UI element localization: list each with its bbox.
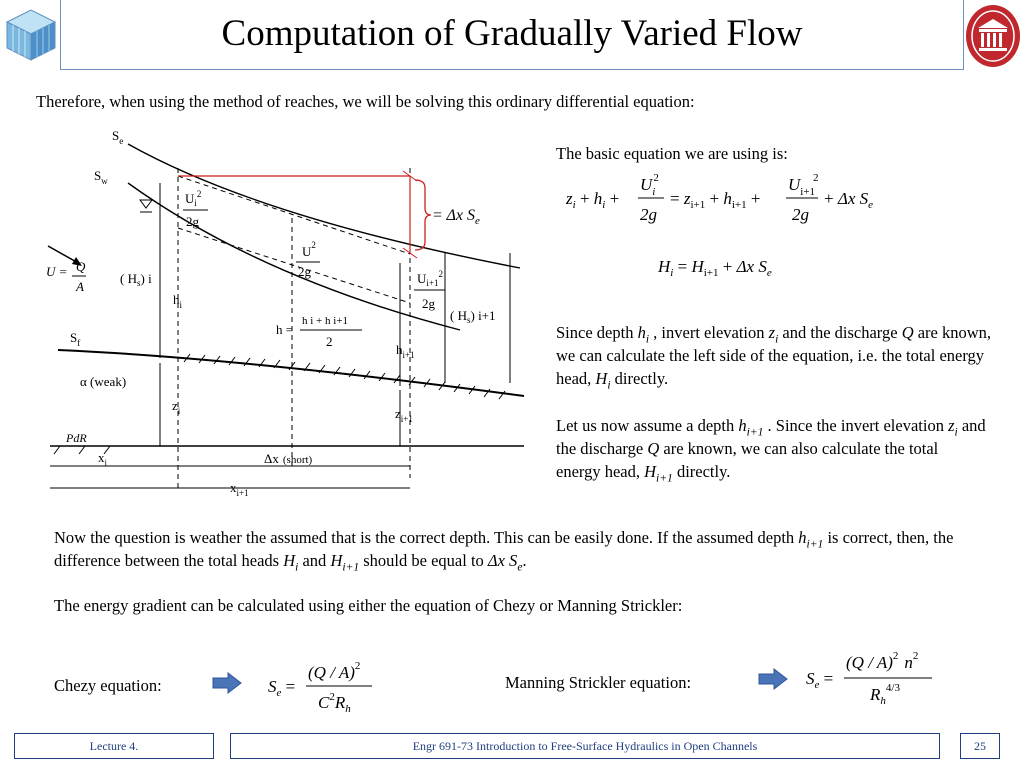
label-zi: $z_i$ [172, 398, 181, 416]
svg-text:Se =: $S_e$ = [806, 669, 834, 691]
label-hbar-num: h i + h i+1 [302, 315, 349, 327]
cube-logo [3, 4, 58, 64]
chezy-label: Chezy equation: [54, 676, 162, 695]
intro-text: Therefore, when using the method of reaches, we will be solving this ordinary differential equation: [36, 92, 695, 111]
label-hs-i: ( $H_s$) i [120, 271, 152, 288]
university-seal [964, 2, 1022, 68]
basic-equation-2 [654, 252, 834, 282]
label-xi: $x_i$ [98, 450, 108, 468]
svg-text:+ Δx Se: + Δx $S_e$ [824, 189, 874, 211]
para-let-us-assume: Let us now assume a depth $h_{i+1}$ . Since the invert elevation $z_i$ and the discharge Q are known, we can also calculate the total energy head, $H_{i+1}$ directly. [556, 416, 986, 485]
label-ubar2: $U^2$ [302, 240, 316, 259]
svg-text:C2Rh: $C^2R_h$ [318, 691, 351, 715]
footer-lecture: Lecture 4. [14, 733, 214, 759]
basic-equation-1 [560, 168, 900, 230]
svg-text:Ui+12: $U_{i+1}2$ [788, 172, 819, 198]
label-ui2-den: 2g [186, 214, 199, 229]
label-hs-ip1: ( $H_s$) i+1 [450, 308, 496, 325]
label-u-a: A [76, 279, 84, 294]
para-since-depth: Since depth $h_i$ , invert elevation $z_i$ and the discharge Q are known, we can calculate the left side of the equation, i.e. the total energy head, $H_i$ directly. [556, 323, 992, 392]
para-energy-gradient: The energy gradient can be calculated using either the equation of Chezy or Manning Strickler: [54, 596, 683, 615]
label-sw: $S_w$ [94, 168, 108, 186]
label-se: $S_e$ [112, 128, 124, 146]
svg-text:= zi+1 + hi+1 +: = $z_{i+1} + h_{i+1}$ + [670, 189, 761, 211]
chezy-equation [264, 654, 384, 718]
label-pdr: PdR [66, 431, 87, 445]
label-alpha: α (weak) [80, 374, 127, 389]
svg-text:Se =: $S_e$ = [268, 677, 296, 699]
svg-text:2g: 2g [792, 205, 809, 224]
manning-label: Manning Strickler equation: [505, 673, 692, 692]
svg-text:(Q / A)2: (Q / A)$^2$ [308, 660, 361, 682]
flow-diagram [40, 128, 530, 500]
page-title: Computation of Gradually Varied Flow [221, 13, 803, 54]
label-hbar-den: 2 [326, 334, 333, 349]
label-hi: $h_i$ [173, 292, 183, 310]
svg-text:Hi = Hi+1 + Δx Se: $H_i = H_{i+1} + \Delta x$ $S_e$ [658, 257, 772, 279]
manning-arrow-icon [758, 668, 788, 695]
label-u-q: Q [76, 259, 86, 274]
label-uip1-den: 2g [422, 296, 435, 311]
channel-bed [58, 350, 524, 396]
para-now-question: Now the question is weather the assumed that is the correct depth. This can be easily done. If the assumed depth $h_{i+1}$ is correct, then, the difference between the total heads $H_i$ and $H_{i+1}$ should be equal to Δx $S_e$. [54, 528, 954, 574]
footer-course: Engr 691-73 Introduction to Free-Surface Hydraulics in Open Channels [230, 733, 940, 759]
basic-eq-label: The basic equation we are using is: [556, 144, 788, 163]
footer-page-number: 25 [960, 733, 1000, 759]
svg-text:Rh4/3: $R_h^{4/3}$ [870, 682, 900, 707]
label-ui2: $U_i^2$ [185, 189, 202, 208]
energy-line [128, 144, 520, 268]
label-hbar: h = [276, 322, 294, 337]
svg-text:Ui2: $U_i2$ [640, 172, 659, 198]
svg-text:zi + hi +: $z_i + h_i$ + [566, 189, 620, 211]
label-sf: $S_f$ [70, 330, 81, 348]
label-brace-eq: = Δx $S_e$ [432, 207, 480, 227]
label-ubar2-den: 2g [298, 264, 311, 279]
svg-text:2g: 2g [640, 205, 657, 224]
label-uip1: $U_{i+1}^2$ [417, 269, 443, 288]
chezy-arrow-icon [212, 672, 242, 699]
svg-text:(Q / A)2n2: (Q / A)$^2$ $n^2$ [846, 650, 919, 672]
label-zip1: $z_{i+1}$ [395, 406, 413, 424]
label-hip1: $h_{i+1}$ [396, 342, 415, 360]
label-xip1: $x_{i+1}$ [230, 480, 249, 498]
label-dx: Δx (short) [264, 451, 313, 466]
label-u-eq: U = [46, 264, 68, 279]
manning-equation [804, 644, 944, 710]
